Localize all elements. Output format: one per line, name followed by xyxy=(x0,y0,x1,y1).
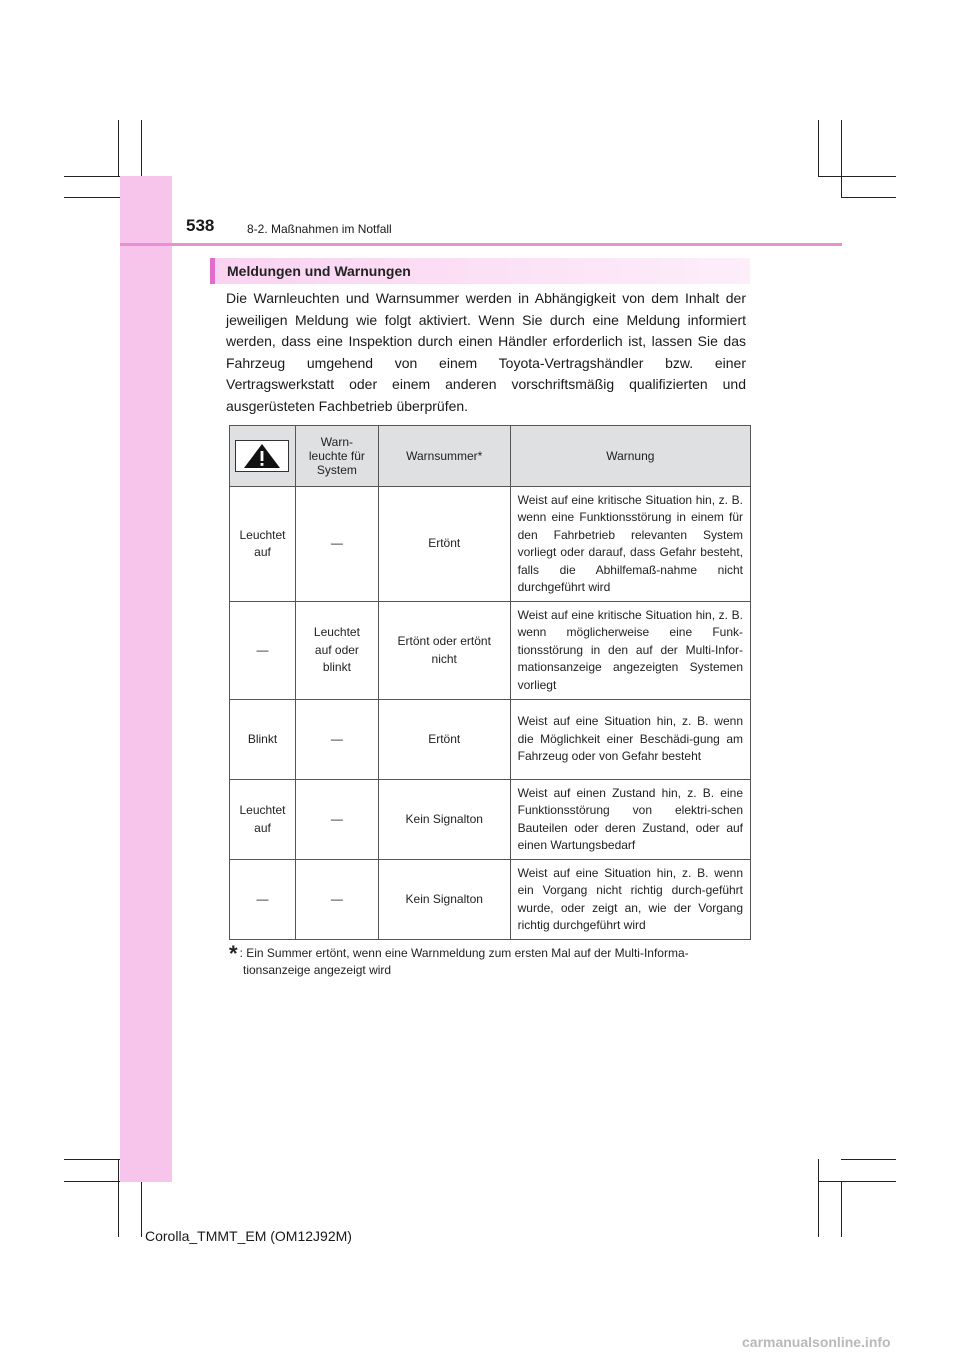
document-id: Corolla_TMMT_EM (OM12J92M) xyxy=(145,1228,352,1244)
table-header-row xyxy=(230,426,751,487)
cell-line: Kein Signalton xyxy=(405,811,483,826)
cell-line: — xyxy=(330,536,343,551)
cell-line: auf oder xyxy=(314,642,359,657)
crop-mark xyxy=(64,176,120,177)
cell-line: — xyxy=(330,731,343,746)
cell-warnleuchte-symbol xyxy=(230,700,296,780)
crop-mark xyxy=(818,176,896,177)
crop-mark xyxy=(841,1181,842,1237)
crop-mark xyxy=(841,1159,896,1160)
cell-warnleuchte-symbol xyxy=(230,602,296,700)
section-band xyxy=(210,258,750,284)
cell-warnung: Weist auf eine Situation hin, z. B. wenn ein Vorgang nicht richtig durch-geführt wurde, oder zeigt an, wie der Vorgang richtig durchgeführt wird xyxy=(510,860,750,940)
table-row xyxy=(230,860,751,940)
header-icon-cell xyxy=(230,426,296,487)
header-line: leuchte für xyxy=(308,449,365,463)
cell-warnsummer xyxy=(378,780,510,860)
footnote-marker: * xyxy=(229,941,238,966)
warning-triangle-icon xyxy=(235,440,289,472)
cell-line: Ertönt xyxy=(428,731,461,746)
cell-warnsummer xyxy=(378,860,510,940)
header-line: System xyxy=(316,463,357,477)
table-row xyxy=(230,700,751,780)
footnote-line2: tionsanzeige angezeigt wird xyxy=(243,963,392,977)
cell-line: nicht xyxy=(431,651,457,666)
section-title: 8-2. Maßnahmen im Notfall xyxy=(247,222,392,236)
cell-warnsummer xyxy=(378,487,510,602)
crop-mark xyxy=(118,120,119,176)
cell-line: — xyxy=(256,891,269,906)
band-accent xyxy=(210,258,215,284)
warning-table xyxy=(229,425,751,940)
header-warnsummer: Warnsummer* xyxy=(378,426,510,487)
cell-line: Blinkt xyxy=(247,731,278,746)
header-rule xyxy=(120,243,842,246)
table-row xyxy=(230,780,751,860)
crop-mark xyxy=(64,1159,120,1160)
cell-line: auf xyxy=(254,545,271,559)
cell-warnleuchte-system xyxy=(295,780,378,860)
side-tab-bar xyxy=(120,176,172,1182)
cell-warnleuchte-symbol xyxy=(230,780,296,860)
cell-line: auf xyxy=(254,820,271,835)
table-row xyxy=(230,487,751,602)
cell-line: Leuchtet xyxy=(313,625,360,640)
cell-warnleuchte-system xyxy=(295,860,378,940)
cell-warnleuchte-system xyxy=(295,487,378,602)
cell-warnung: Weist auf eine kritische Situation hin, z. B. wenn möglicherweise eine Funk-tionsstörung in den auf der Multi-Infor-mationsanzeige angezeigten Systemen vorliegt xyxy=(510,602,750,700)
cell-line: Kein Signalton xyxy=(405,891,483,906)
page-number: 538 xyxy=(186,216,215,235)
cell-line: Leuchtet xyxy=(239,803,286,817)
cell-line: Leuchtet xyxy=(239,527,286,542)
header-line: Warn- xyxy=(320,435,354,449)
intro-paragraph: Die Warnleuchten und Warnsummer werden in Abhängigkeit von dem Inhalt der jeweiligen Meldung wie folgt aktiviert. Wenn Sie durch eine Meldung informiert werden, dass eine Inspektion durch einen Händler erforderlich ist, lassen Sie das Fahrzeug umgehend von einem Toyota-Vertragshändler bzw. einer Vertragswerkstatt oder einem anderen vorschriftsmäßig qualifizierten und ausgerüsteten Fachbetrieb überprüfen. xyxy=(226,290,746,414)
band-title: Meldungen und Warnungen xyxy=(227,263,411,279)
cell-warnleuchte-system xyxy=(295,602,378,700)
footnote-line1: : Ein Summer ertönt, wenn eine Warnmeldung zum ersten Mal auf der Multi-Informa- xyxy=(239,946,689,960)
cell-line: — xyxy=(330,891,343,906)
cell-line: — xyxy=(330,811,343,826)
crop-mark xyxy=(141,1181,142,1237)
header-warnleuchte xyxy=(295,426,378,487)
watermark: carmanualsonline.info xyxy=(742,1334,891,1350)
crop-mark xyxy=(818,120,819,176)
crop-mark xyxy=(818,1159,819,1237)
crop-mark xyxy=(841,120,842,198)
cell-line: — xyxy=(256,642,269,657)
cell-line: Ertönt xyxy=(428,536,461,551)
cell-warnung: Weist auf einen Zustand hin, z. B. eine Funktionsstörung von elektri-schen Bauteilen oder deren Zustand, oder auf einen Wartungsbedarf xyxy=(510,780,750,860)
cell-warnsummer xyxy=(378,700,510,780)
header-warnung: Warnung xyxy=(510,426,750,487)
cell-warnleuchte-system xyxy=(295,700,378,780)
cell-line: blinkt xyxy=(322,660,351,675)
table-row xyxy=(230,602,751,700)
cell-warnleuchte-symbol xyxy=(230,487,296,602)
cell-warnung: Weist auf eine kritische Situation hin, z. B. wenn eine Funktionsstörung in einem für den Fahrbetrieb relevanten System vorliegt oder darauf, dass Gefahr besteht, falls die Abhilfemaß-nahme nicht durchgeführt wird xyxy=(510,487,750,602)
cell-warnung: Weist auf eine Situation hin, z. B. wenn die Möglichkeit einer Beschädi-gung am Fahrzeug oder von Gefahr besteht xyxy=(510,700,750,780)
crop-mark xyxy=(818,1181,896,1182)
cell-warnleuchte-symbol xyxy=(230,860,296,940)
crop-mark xyxy=(841,197,896,198)
cell-line: Ertönt oder ertönt xyxy=(397,634,491,648)
footnote xyxy=(229,941,749,979)
cell-warnsummer xyxy=(378,602,510,700)
crop-mark xyxy=(118,1159,119,1237)
